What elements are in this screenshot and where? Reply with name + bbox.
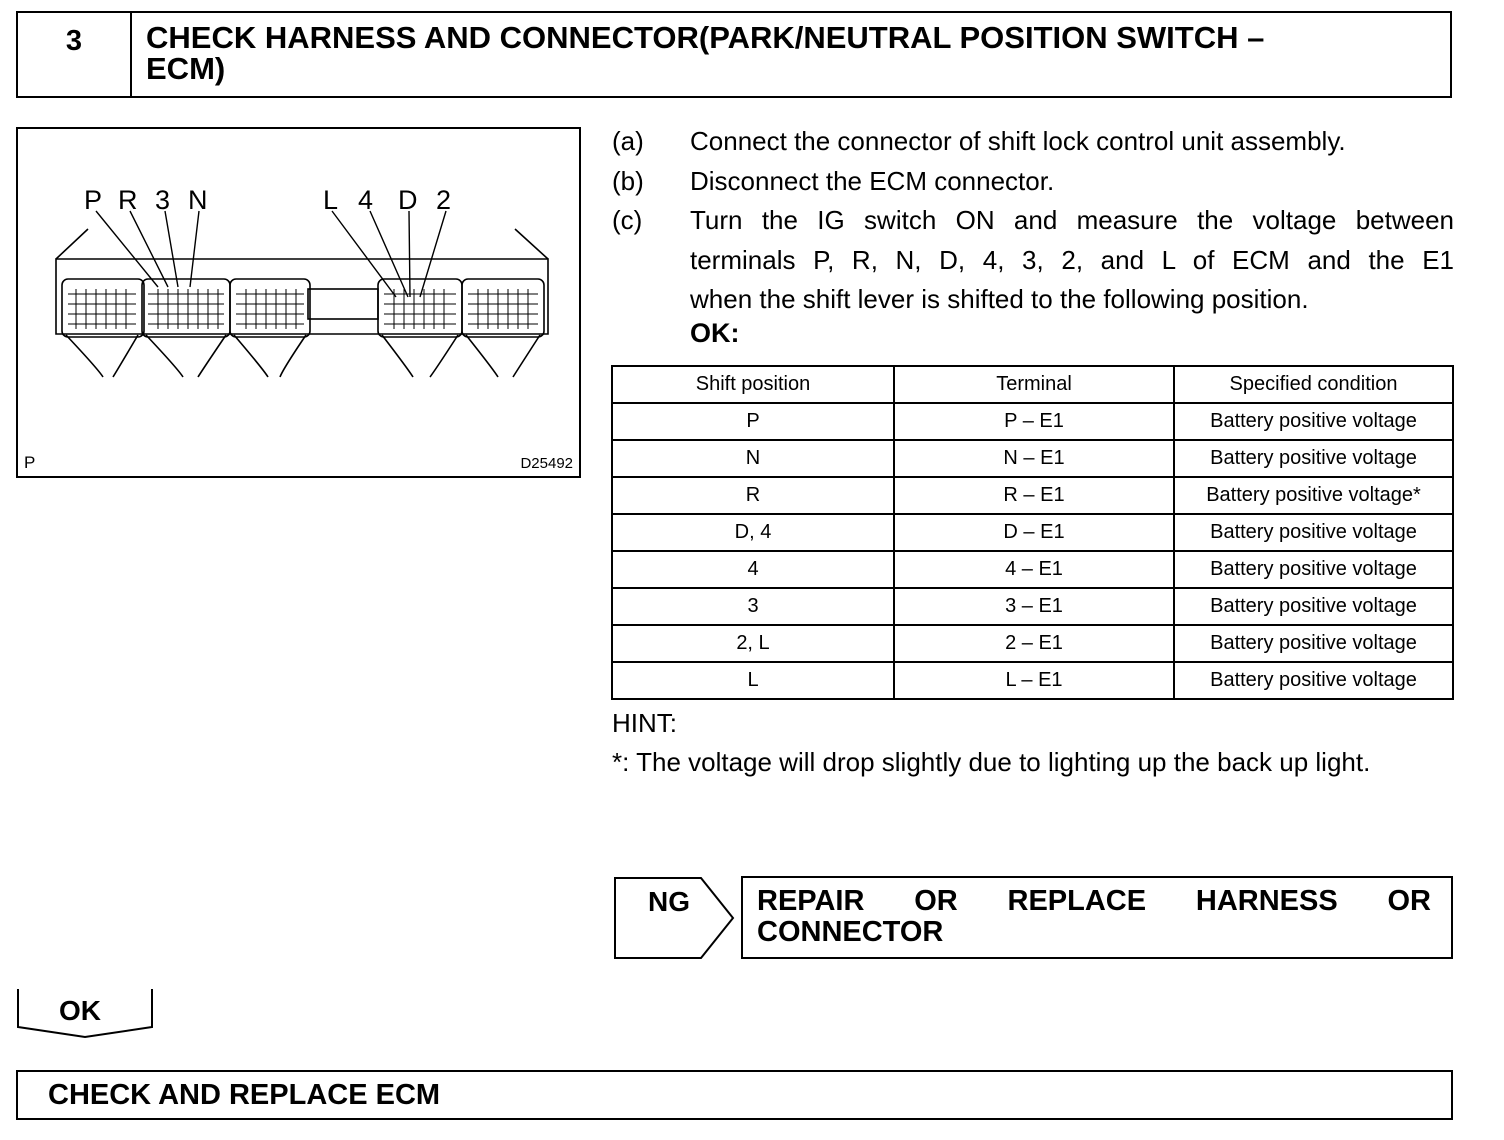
ecm-body [56,259,548,334]
step-title-line1: CHECK HARNESS AND CONNECTOR(PARK/NEUTRAL POSITION SWITCH – [146,20,1265,55]
pin-label-3: 3 [155,185,171,215]
pin-label-2: 2 [436,185,452,215]
cell: L [612,662,894,699]
step-a [612,122,1454,162]
pins-2 [148,289,224,329]
cell: N [612,440,894,477]
ng-action-box [741,876,1453,959]
ng-label: NG [648,886,690,917]
cell: 4 [612,551,894,588]
ok-branch-label: OK [59,995,101,1026]
step-a-label: (a) [612,126,644,156]
cell: 3 – E1 [894,588,1174,625]
table-row [612,440,1453,477]
ecm-connector-diagram [18,129,579,476]
pins-3 [236,289,304,329]
step-c-line2: terminals P, R, N, D, 4, 3, 2, and L of ECM and the E1 [690,244,1454,275]
harness-5 [466,335,540,377]
spec-table [611,365,1454,700]
cell: P – E1 [894,403,1174,440]
step-c [612,201,1454,321]
step-title-line2: ECM) [146,51,226,86]
harness-2 [146,335,226,377]
pin-label-p: P [84,185,103,215]
harness-1 [66,335,138,377]
table-row [612,551,1453,588]
next-step-box [16,1070,1453,1120]
cell: D, 4 [612,514,894,551]
ng-action-line2: CONNECTOR [757,916,944,948]
pin-label-r: R [118,185,138,215]
ok-spec-label: OK: [690,318,740,348]
pin-label-4: 4 [358,185,374,215]
cell: Battery positive voltage [1174,440,1453,477]
cell: P [612,403,894,440]
step-title [146,22,1430,84]
col-specified-condition: Specified condition [1174,366,1453,403]
cell: Battery positive voltage [1174,551,1453,588]
connector-figure [16,127,581,478]
cell: Battery positive voltage [1174,662,1453,699]
hint-label: HINT: [612,708,677,738]
cell: 3 [612,588,894,625]
table-row [612,588,1453,625]
table-row [612,403,1453,440]
hint-text: *: The voltage will drop slightly due to lighting up the back up light. [612,747,1371,777]
table-row [612,477,1453,514]
step-a-text: Connect the connector of shift lock control unit assembly. [690,126,1346,156]
col-shift-position: Shift position [612,366,894,403]
ng-action-line1: REPAIR OR REPLACE HARNESS OR [757,885,1431,917]
pin-label-n: N [188,185,208,215]
figure-corner-label: P [24,453,36,472]
cell: Battery positive voltage [1174,403,1453,440]
cell: Battery positive voltage [1174,588,1453,625]
step-b [612,162,1454,202]
connector-5 [462,279,544,337]
table-row [612,625,1453,662]
cell: R [612,477,894,514]
ecm-edge-lines [56,229,548,259]
step-c-line1: Turn the IG switch ON and measure the voltage between [690,205,1454,235]
connector-4 [378,279,462,337]
connector-2 [142,279,230,337]
col-terminal: Terminal [894,366,1174,403]
leader-lines [96,211,446,297]
figure-code: D25492 [520,455,573,472]
connector-3 [230,279,310,337]
cell: D – E1 [894,514,1174,551]
cell: Battery positive voltage [1174,625,1453,662]
pin-label-d: D [398,185,418,215]
step-b-label: (b) [612,166,644,196]
step-number: 3 [18,13,132,96]
cell: 2 – E1 [894,625,1174,662]
cell: L – E1 [894,662,1174,699]
center-block [308,289,378,319]
pins-1 [68,289,136,329]
cell: N – E1 [894,440,1174,477]
table-row [612,514,1453,551]
cell: 2, L [612,625,894,662]
step-c-text [690,201,1454,320]
step-header [16,11,1452,98]
pin-label-l: L [323,185,339,215]
step-c-line3: when the shift lever is shifted to the following position. [690,284,1309,314]
step-c-label: (c) [612,205,643,235]
step-b-text: Disconnect the ECM connector. [690,166,1055,196]
pins-5 [468,289,538,329]
harness-4 [382,335,458,377]
cell: R – E1 [894,477,1174,514]
table-header-row [612,366,1453,403]
next-step-title: CHECK AND REPLACE ECM [48,1079,441,1111]
table-row [612,662,1453,699]
cell: 4 – E1 [894,551,1174,588]
cell: Battery positive voltage* [1174,477,1453,514]
harness-3 [234,335,306,377]
connector-1 [62,279,144,337]
cell: Battery positive voltage [1174,514,1453,551]
